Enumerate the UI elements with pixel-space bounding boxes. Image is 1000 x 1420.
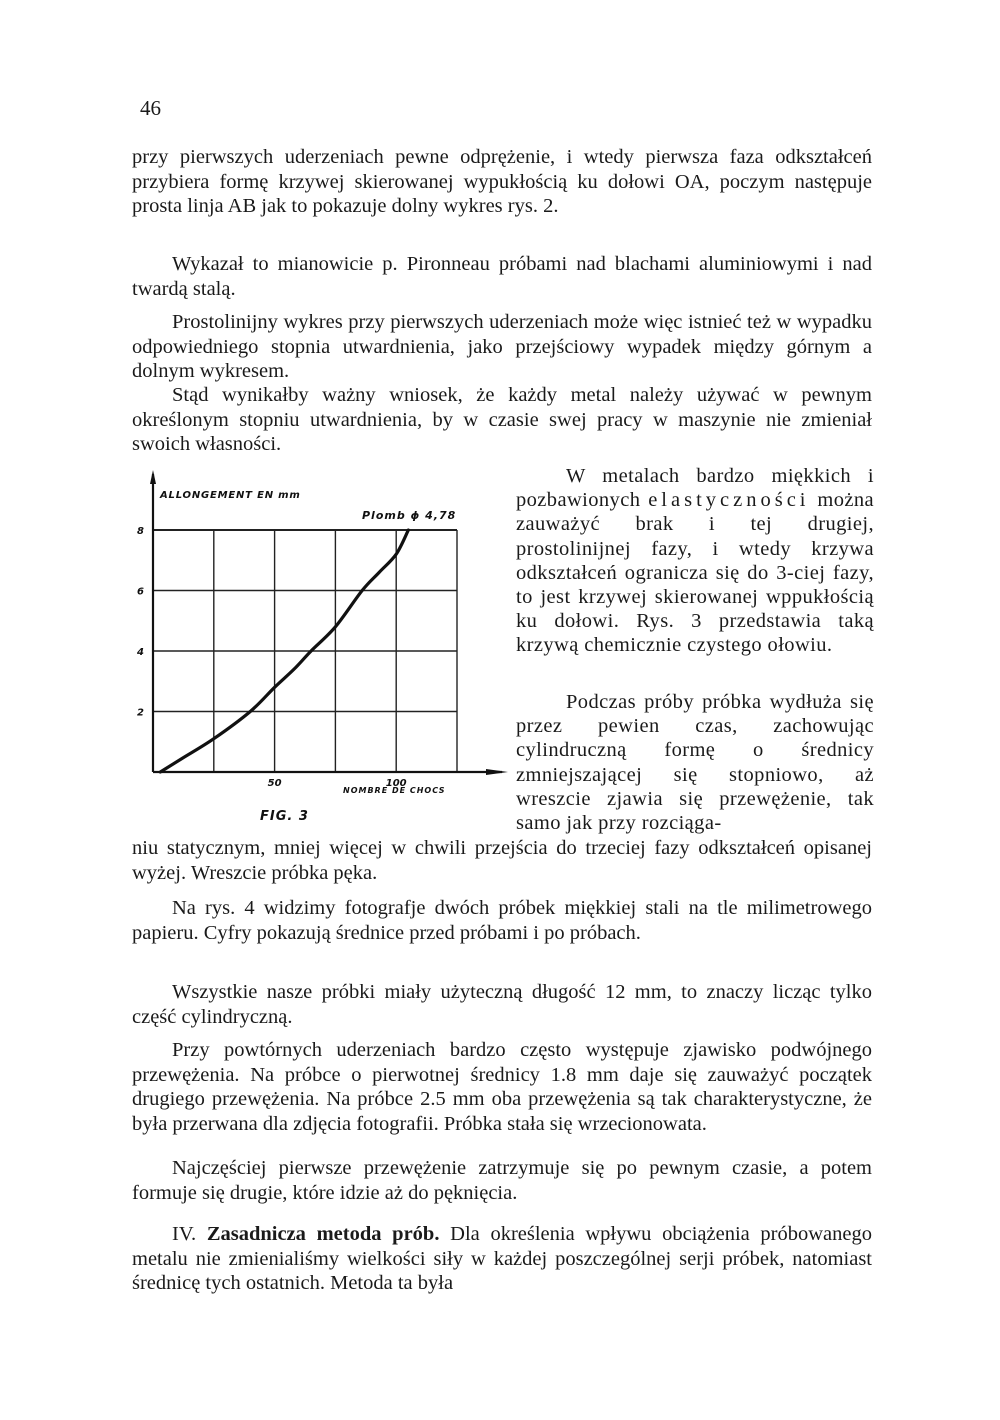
paragraph-11: [132, 1222, 872, 1296]
figure-3-chart: [130, 462, 510, 842]
y-tick-label: 4: [137, 647, 144, 658]
x-tick-label: 50: [267, 778, 282, 789]
page-number: 46: [140, 96, 161, 120]
paragraph-8: Wszystkie nasze próbki miały użyteczną długość 12 mm, to znaczy licząc tylko część cylindryczną.: [132, 981, 872, 1028]
paragraph-2: Wykazał to mianowicie p. Pironneau próbami nad blachami aluminiowymi i nad twardą stalą.: [132, 253, 872, 300]
section-body: Dla określenia wpływu obciążenia próbowanego metalu nie zmienialiśmy wielkości siły w każdej poszczególnej serji próbek, natomiast średnicę tych ostatnich. Metoda ta była: [132, 1223, 873, 1294]
paragraph-7: Na rys. 4 widzimy fotografje dwóch próbek miękkiej stali na tle milimetrowego papieru. Cyfry pokazują średnice przed próbami i po próbach.: [132, 897, 872, 944]
y-tick-label: 2: [137, 707, 144, 719]
paragraph-10: Najczęściej pierwsze przewężenie zatrzymuje się po pewnym czasie, a potem formuje się drugie, które idzie aż do pęknięcia.: [132, 1157, 872, 1204]
paragraph-3: Prostolinijny wykres przy pierwszych uderzeniach może więc istnieć też w wypadku odpowiedniego stopnia utwardnienia, jako przejściowy wypadek między górnym a dolnym wykresem.: [132, 311, 872, 382]
paragraph-1: przy pierwszych uderzeniach pewne odprężenie, i wtedy pierwsza faza odkształceń przybiera formę krzywej skierowanej wypukłością ku dołowi OA, poczym następuje prosta linja AB jak to pokazuje dolny wykres rys. 2.: [132, 146, 872, 217]
y-axis-arrow-icon: [150, 470, 156, 484]
paragraph-5-start: W metalach bardzo miękkich i pozbawionych: [516, 465, 874, 512]
paragraph-9: Przy powtórnych uderzeniach bardzo często występuje zjawisko podwójnego przewężenia. Na próbce o pierwotnej średnicy 1.8 mm daje się zauważyć początek drugiego przewężenia. Na próbce 2.5 mm oba przewężenia są tak charakterystyczne, że była przerwana dla zdjęcia fotografii. Próbka stała się wrzecionowata.: [132, 1039, 872, 1135]
y-tick-labels: [136, 526, 144, 719]
section-number: IV.: [172, 1223, 197, 1245]
paragraph-5-end: można zauważyć brak i tej drugiej, prostolinijnej fazy, i wtedy krzywa odkształceń ogranicza się do 3-ciej fazy, to jest krzywej skierowanej wppukłością ku dołowi. Rys. 3 przedstawia taką krzywą chemicznie czystego ołowiu.: [516, 489, 874, 657]
y-tick-label: 6: [137, 586, 144, 598]
paragraph-5: [516, 464, 874, 658]
section-heading: Zasadnicza metoda prób.: [206, 1223, 440, 1245]
paragraph-4: Stąd wynikałby ważny wniosek, że każdy metal należy używać w pewnym określonym stopniu utwardnienia, by w czasie swej pracy w maszynie nie zmieniał swoich własności.: [132, 384, 872, 455]
emphasized-word: elastyczności: [648, 489, 810, 512]
grid: [153, 530, 457, 772]
x-axis-arrow-icon: [486, 769, 508, 775]
y-axis-label: ALLONGEMENT EN mm: [160, 490, 301, 501]
y-tick-label: 8: [137, 526, 144, 537]
paragraph-6-continued: niu statycznym, mniej więcej w chwili przejścia do trzeciej fazy odkształceń opisanej wyżej. Wreszcie próbka pęka.: [132, 837, 872, 884]
paragraph-6-side: Podczas próby próbka wydłuża się przez pewien czas, zachowując cylindruczną formę o średnicy zmniejszającej się stopniowo, aż wreszcie zjawia się przewężenie, tak samo jak przy rozciąga-: [516, 691, 874, 835]
figure-title: FIG. 3: [260, 809, 309, 824]
x-axis-label: NOMBRE DE CHOCS: [343, 786, 446, 795]
series-annotation: Plomb ϕ 4,78: [362, 509, 457, 522]
x-tick-label: 100: [385, 778, 407, 789]
